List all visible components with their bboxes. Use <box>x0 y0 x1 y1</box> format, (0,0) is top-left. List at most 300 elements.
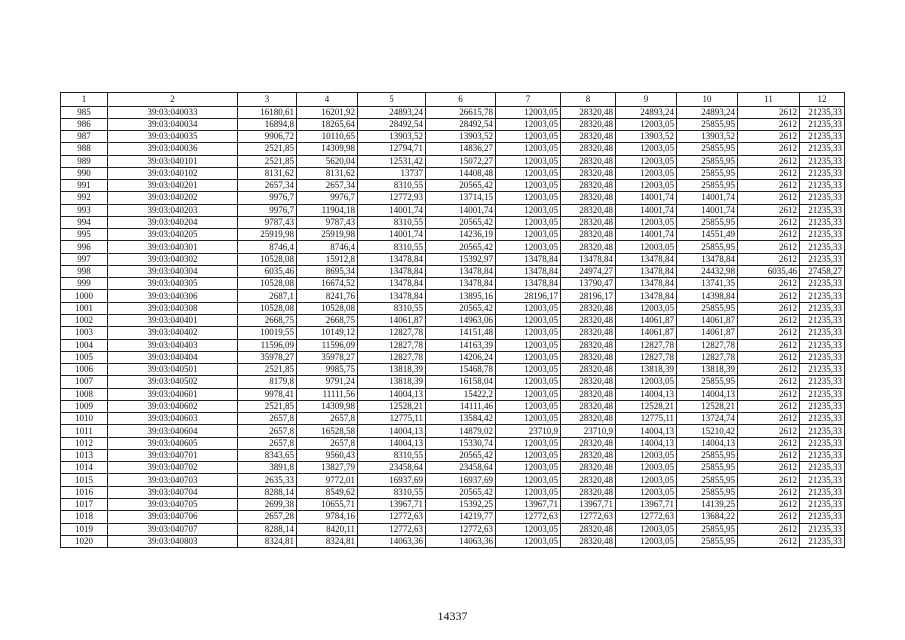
value-cell: 20565,42 <box>426 449 496 461</box>
value-cell: 2612 <box>738 511 800 523</box>
value-cell: 28320,48 <box>561 229 616 241</box>
value-cell: 15912,8 <box>297 253 358 265</box>
column-header: 1 <box>61 93 108 107</box>
value-cell: 20565,42 <box>426 241 496 253</box>
value-cell: 2612 <box>738 462 800 474</box>
value-cell: 10528,08 <box>297 302 358 314</box>
value-cell: 12003,05 <box>616 449 677 461</box>
value-cell: 21235,33 <box>800 400 845 412</box>
cadastral-number-cell: 39:03:040704 <box>108 486 238 498</box>
value-cell: 12003,05 <box>616 143 677 155</box>
value-cell: 2612 <box>738 118 800 130</box>
cadastral-number-cell: 39:03:040036 <box>108 143 238 155</box>
value-cell: 2612 <box>738 278 800 290</box>
row-number-cell: 997 <box>61 253 108 265</box>
value-cell: 12772,63 <box>358 523 426 535</box>
value-cell: 28320,48 <box>561 192 616 204</box>
value-cell: 14309,98 <box>297 400 358 412</box>
table-row <box>61 327 845 339</box>
value-cell: 28320,48 <box>561 118 616 130</box>
value-cell: 12772,63 <box>426 523 496 535</box>
value-cell: 10528,08 <box>238 253 297 265</box>
value-cell: 21235,33 <box>800 339 845 351</box>
value-cell: 8746,4 <box>238 241 297 253</box>
column-header: 11 <box>738 93 800 107</box>
value-cell: 12003,05 <box>496 339 561 351</box>
cadastral-number-cell: 39:03:040203 <box>108 204 238 216</box>
value-cell: 28320,48 <box>561 155 616 167</box>
value-cell: 12003,05 <box>616 180 677 192</box>
value-cell: 12003,05 <box>616 241 677 253</box>
value-cell: 10528,08 <box>238 302 297 314</box>
value-cell: 12003,05 <box>496 523 561 535</box>
table-row <box>61 425 845 437</box>
table-row <box>61 511 845 523</box>
value-cell: 14309,98 <box>297 143 358 155</box>
value-cell: 25919,98 <box>238 229 297 241</box>
value-cell: 8288,14 <box>238 523 297 535</box>
value-cell: 14001,74 <box>677 192 738 204</box>
value-cell: 25855,95 <box>677 302 738 314</box>
cadastral-number-cell: 39:03:040202 <box>108 192 238 204</box>
value-cell: 9978,41 <box>238 388 297 400</box>
value-cell: 28320,48 <box>561 216 616 228</box>
table-row <box>61 118 845 130</box>
value-cell: 13741,35 <box>677 278 738 290</box>
row-number-cell: 1017 <box>61 499 108 511</box>
table-row <box>61 413 845 425</box>
value-cell: 12003,05 <box>496 413 561 425</box>
table-row <box>61 474 845 486</box>
value-cell: 8746,4 <box>297 241 358 253</box>
value-cell: 13818,39 <box>358 364 426 376</box>
value-cell: 9791,24 <box>297 376 358 388</box>
column-header: 6 <box>426 93 496 107</box>
value-cell: 25855,95 <box>677 523 738 535</box>
value-cell: 8288,14 <box>238 486 297 498</box>
value-cell: 12003,05 <box>496 131 561 143</box>
value-cell: 8131,62 <box>238 167 297 179</box>
table-row <box>61 180 845 192</box>
value-cell: 13684,22 <box>677 511 738 523</box>
value-cell: 12003,05 <box>496 167 561 179</box>
value-cell: 2612 <box>738 192 800 204</box>
value-cell: 13903,52 <box>426 131 496 143</box>
table-row <box>61 143 845 155</box>
value-cell: 9976,7 <box>297 192 358 204</box>
cadastral-number-cell: 39:03:040034 <box>108 118 238 130</box>
value-cell: 25855,95 <box>677 180 738 192</box>
cadastral-number-cell: 39:03:040703 <box>108 474 238 486</box>
value-cell: 16180,61 <box>238 106 297 118</box>
value-cell: 14398,84 <box>677 290 738 302</box>
value-cell: 12003,05 <box>496 449 561 461</box>
cadastral-number-cell: 39:03:040304 <box>108 265 238 277</box>
value-cell: 13478,84 <box>616 278 677 290</box>
value-cell: 12003,05 <box>496 486 561 498</box>
value-cell: 8695,34 <box>297 265 358 277</box>
value-cell: 9985,75 <box>297 364 358 376</box>
value-cell: 15468,78 <box>426 364 496 376</box>
value-cell: 11596,09 <box>297 339 358 351</box>
value-cell: 21235,33 <box>800 449 845 461</box>
cadastral-number-cell: 39:03:040033 <box>108 106 238 118</box>
value-cell: 24893,24 <box>358 106 426 118</box>
value-cell: 12772,63 <box>561 511 616 523</box>
value-cell: 28320,48 <box>561 167 616 179</box>
cadastral-number-cell: 39:03:040604 <box>108 425 238 437</box>
value-cell: 28320,48 <box>561 413 616 425</box>
row-number-cell: 1015 <box>61 474 108 486</box>
page-number: 14337 <box>437 609 468 623</box>
cadastral-number-cell: 39:03:040601 <box>108 388 238 400</box>
value-cell: 25855,95 <box>677 143 738 155</box>
value-cell: 14063,36 <box>426 535 496 547</box>
row-number-cell: 1011 <box>61 425 108 437</box>
row-number-cell: 1010 <box>61 413 108 425</box>
cadastral-number-cell: 39:03:040305 <box>108 278 238 290</box>
value-cell: 28320,48 <box>561 523 616 535</box>
table-row <box>61 167 845 179</box>
value-cell: 2612 <box>738 131 800 143</box>
row-number-cell: 994 <box>61 216 108 228</box>
value-cell: 16937,69 <box>358 474 426 486</box>
value-cell: 21235,33 <box>800 364 845 376</box>
value-cell: 12528,21 <box>677 400 738 412</box>
value-cell: 2657,34 <box>238 180 297 192</box>
value-cell: 2612 <box>738 376 800 388</box>
value-cell: 2612 <box>738 216 800 228</box>
value-cell: 13790,47 <box>561 278 616 290</box>
value-cell: 12003,05 <box>496 180 561 192</box>
cadastral-number-cell: 39:03:040201 <box>108 180 238 192</box>
value-cell: 14963,06 <box>426 315 496 327</box>
value-cell: 10528,08 <box>238 278 297 290</box>
value-cell: 28320,48 <box>561 302 616 314</box>
value-cell: 10149,12 <box>297 327 358 339</box>
value-cell: 2612 <box>738 474 800 486</box>
cadastral-number-cell: 39:03:040204 <box>108 216 238 228</box>
value-cell: 21235,33 <box>800 204 845 216</box>
value-cell: 14063,36 <box>358 535 426 547</box>
value-cell: 2521,85 <box>238 143 297 155</box>
value-cell: 2612 <box>738 315 800 327</box>
value-cell: 3891,8 <box>238 462 297 474</box>
value-cell: 8310,55 <box>358 241 426 253</box>
value-cell: 28320,48 <box>561 339 616 351</box>
value-cell: 16158,04 <box>426 376 496 388</box>
value-cell: 8310,55 <box>358 449 426 461</box>
value-cell: 12003,05 <box>616 474 677 486</box>
row-number-cell: 1019 <box>61 523 108 535</box>
table-row <box>61 290 845 302</box>
value-cell: 12003,05 <box>496 327 561 339</box>
value-cell: 27458,27 <box>800 265 845 277</box>
value-cell: 8549,62 <box>297 486 358 498</box>
row-number-cell: 985 <box>61 106 108 118</box>
value-cell: 12775,11 <box>358 413 426 425</box>
cadastral-number-cell: 39:03:040308 <box>108 302 238 314</box>
cadastral-number-cell: 39:03:040306 <box>108 290 238 302</box>
value-cell: 2521,85 <box>238 155 297 167</box>
value-cell: 21235,33 <box>800 229 845 241</box>
value-cell: 21235,33 <box>800 131 845 143</box>
value-cell: 12772,63 <box>616 511 677 523</box>
value-cell: 13967,71 <box>561 499 616 511</box>
value-cell: 12003,05 <box>496 143 561 155</box>
value-cell: 13478,84 <box>358 265 426 277</box>
row-number-cell: 996 <box>61 241 108 253</box>
cadastral-number-cell: 39:03:040404 <box>108 351 238 363</box>
value-cell: 2612 <box>738 499 800 511</box>
row-number-cell: 986 <box>61 118 108 130</box>
table-row <box>61 364 845 376</box>
value-cell: 2612 <box>738 535 800 547</box>
value-cell: 13584,42 <box>426 413 496 425</box>
value-cell: 25919,98 <box>297 229 358 241</box>
row-number-cell: 999 <box>61 278 108 290</box>
value-cell: 12003,05 <box>616 462 677 474</box>
value-cell: 13967,71 <box>616 499 677 511</box>
value-cell: 21235,33 <box>800 499 845 511</box>
value-cell: 2687,1 <box>238 290 297 302</box>
value-cell: 13903,52 <box>677 131 738 143</box>
value-cell: 25855,95 <box>677 376 738 388</box>
value-cell: 8310,55 <box>358 302 426 314</box>
value-cell: 6035,46 <box>238 265 297 277</box>
value-cell: 2612 <box>738 204 800 216</box>
table-row <box>61 499 845 511</box>
value-cell: 28492,54 <box>358 118 426 130</box>
value-cell: 35978,27 <box>238 351 297 363</box>
value-cell: 28320,48 <box>561 449 616 461</box>
value-cell: 28320,48 <box>561 364 616 376</box>
value-cell: 12003,05 <box>496 192 561 204</box>
value-cell: 21235,33 <box>800 143 845 155</box>
value-cell: 14001,74 <box>616 192 677 204</box>
value-cell: 21235,33 <box>800 180 845 192</box>
value-cell: 2612 <box>738 437 800 449</box>
row-number-cell: 998 <box>61 265 108 277</box>
value-cell: 28196,17 <box>496 290 561 302</box>
cadastral-number-cell: 39:03:040803 <box>108 535 238 547</box>
value-cell: 28320,48 <box>561 315 616 327</box>
cadastral-number-cell: 39:03:040102 <box>108 167 238 179</box>
value-cell: 12827,78 <box>358 327 426 339</box>
cadastral-number-cell: 39:03:040705 <box>108 499 238 511</box>
value-cell: 2612 <box>738 143 800 155</box>
value-cell: 13478,84 <box>616 253 677 265</box>
value-cell: 8420,11 <box>297 523 358 535</box>
value-cell: 11596,09 <box>238 339 297 351</box>
column-header: 10 <box>677 93 738 107</box>
value-cell: 15422,2 <box>426 388 496 400</box>
row-number-cell: 993 <box>61 204 108 216</box>
value-cell: 12003,05 <box>496 388 561 400</box>
row-number-cell: 1018 <box>61 511 108 523</box>
value-cell: 11111,56 <box>297 388 358 400</box>
value-cell: 25855,95 <box>677 167 738 179</box>
table-row <box>61 216 845 228</box>
column-header: 3 <box>238 93 297 107</box>
value-cell: 14061,87 <box>616 327 677 339</box>
value-cell: 14163,39 <box>426 339 496 351</box>
value-cell: 13478,84 <box>496 278 561 290</box>
value-cell: 12794,71 <box>358 143 426 155</box>
value-cell: 28320,48 <box>561 143 616 155</box>
value-cell: 14004,13 <box>677 437 738 449</box>
value-cell: 12003,05 <box>496 216 561 228</box>
value-cell: 13478,84 <box>496 253 561 265</box>
cadastral-number-cell: 39:03:040701 <box>108 449 238 461</box>
value-cell: 11904,18 <box>297 204 358 216</box>
column-header: 9 <box>616 93 677 107</box>
table-row <box>61 437 845 449</box>
cadastral-number-cell: 39:03:040302 <box>108 253 238 265</box>
value-cell: 9906,72 <box>238 131 297 143</box>
value-cell: 2612 <box>738 351 800 363</box>
value-cell: 21235,33 <box>800 278 845 290</box>
value-cell: 13818,39 <box>677 364 738 376</box>
value-cell: 12003,05 <box>616 376 677 388</box>
value-cell: 12003,05 <box>616 302 677 314</box>
value-cell: 2612 <box>738 253 800 265</box>
value-cell: 21235,33 <box>800 167 845 179</box>
value-cell: 14219,77 <box>426 511 496 523</box>
column-header: 12 <box>800 93 845 107</box>
value-cell: 14004,13 <box>616 437 677 449</box>
value-cell: 14151,48 <box>426 327 496 339</box>
value-cell: 16674,52 <box>297 278 358 290</box>
value-cell: 12827,78 <box>677 351 738 363</box>
value-cell: 14408,48 <box>426 167 496 179</box>
value-cell: 14004,13 <box>358 437 426 449</box>
value-cell: 21235,33 <box>800 376 845 388</box>
value-cell: 8343,65 <box>238 449 297 461</box>
value-cell: 12772,93 <box>358 192 426 204</box>
row-number-cell: 1000 <box>61 290 108 302</box>
value-cell: 8310,55 <box>358 486 426 498</box>
value-cell: 21235,33 <box>800 327 845 339</box>
value-cell: 9976,7 <box>238 192 297 204</box>
row-number-cell: 1002 <box>61 315 108 327</box>
value-cell: 12003,05 <box>616 216 677 228</box>
table-row <box>61 155 845 167</box>
value-cell: 21235,33 <box>800 388 845 400</box>
value-cell: 12827,78 <box>616 339 677 351</box>
row-number-cell: 1014 <box>61 462 108 474</box>
value-cell: 13478,84 <box>426 265 496 277</box>
row-number-cell: 990 <box>61 167 108 179</box>
value-cell: 20565,42 <box>426 302 496 314</box>
value-cell: 2612 <box>738 155 800 167</box>
cadastral-number-cell: 39:03:040035 <box>108 131 238 143</box>
value-cell: 14001,74 <box>358 204 426 216</box>
value-cell: 28320,48 <box>561 486 616 498</box>
value-cell: 14001,74 <box>616 204 677 216</box>
value-cell: 13967,71 <box>496 499 561 511</box>
table-row <box>61 449 845 461</box>
row-number-cell: 1007 <box>61 376 108 388</box>
value-cell: 2612 <box>738 486 800 498</box>
value-cell: 12003,05 <box>496 376 561 388</box>
value-cell: 20565,42 <box>426 486 496 498</box>
value-cell: 13818,39 <box>616 364 677 376</box>
column-header: 2 <box>108 93 238 107</box>
value-cell: 26615,78 <box>426 106 496 118</box>
value-cell: 14061,87 <box>358 315 426 327</box>
value-cell: 15392,97 <box>426 253 496 265</box>
value-cell: 8324,81 <box>238 535 297 547</box>
value-cell: 21235,33 <box>800 290 845 302</box>
table-header-row <box>61 93 845 107</box>
value-cell: 16528,58 <box>297 425 358 437</box>
value-cell: 24893,24 <box>677 106 738 118</box>
row-number-cell: 1005 <box>61 351 108 363</box>
value-cell: 14879,02 <box>426 425 496 437</box>
value-cell: 21235,33 <box>800 523 845 535</box>
value-cell: 14836,27 <box>426 143 496 155</box>
value-cell: 12827,78 <box>358 339 426 351</box>
value-cell: 14236,19 <box>426 229 496 241</box>
value-cell: 14001,74 <box>358 229 426 241</box>
value-cell: 12003,05 <box>496 462 561 474</box>
value-cell: 14111,46 <box>426 400 496 412</box>
value-cell: 8324,81 <box>297 535 358 547</box>
value-cell: 12003,05 <box>496 437 561 449</box>
row-number-cell: 1004 <box>61 339 108 351</box>
value-cell: 12003,05 <box>496 204 561 216</box>
row-number-cell: 1008 <box>61 388 108 400</box>
row-number-cell: 988 <box>61 143 108 155</box>
table-row <box>61 265 845 277</box>
value-cell: 9787,43 <box>297 216 358 228</box>
cadastral-number-cell: 39:03:040702 <box>108 462 238 474</box>
value-cell: 28320,48 <box>561 535 616 547</box>
value-cell: 2612 <box>738 229 800 241</box>
table-row <box>61 351 845 363</box>
value-cell: 25855,95 <box>677 535 738 547</box>
table-row <box>61 535 845 547</box>
cadastral-number-cell: 39:03:040605 <box>108 437 238 449</box>
value-cell: 8179,8 <box>238 376 297 388</box>
value-cell: 2612 <box>738 241 800 253</box>
value-cell: 25855,95 <box>677 486 738 498</box>
value-cell: 35978,27 <box>297 351 358 363</box>
value-cell: 28320,48 <box>561 241 616 253</box>
value-cell: 20565,42 <box>426 180 496 192</box>
value-cell: 12772,63 <box>496 511 561 523</box>
value-cell: 21235,33 <box>800 253 845 265</box>
value-cell: 2612 <box>738 327 800 339</box>
table-row <box>61 229 845 241</box>
row-number-cell: 995 <box>61 229 108 241</box>
value-cell: 23710,9 <box>496 425 561 437</box>
value-cell: 12531,42 <box>358 155 426 167</box>
value-cell: 14004,13 <box>358 425 426 437</box>
value-cell: 12003,05 <box>496 106 561 118</box>
cadastral-number-cell: 39:03:040501 <box>108 364 238 376</box>
value-cell: 12528,21 <box>616 400 677 412</box>
value-cell: 12003,05 <box>496 364 561 376</box>
value-cell: 13895,16 <box>426 290 496 302</box>
value-cell: 9560,43 <box>297 449 358 461</box>
value-cell: 2657,34 <box>297 180 358 192</box>
value-cell: 28320,48 <box>561 474 616 486</box>
value-cell: 14206,24 <box>426 351 496 363</box>
value-cell: 12003,05 <box>616 486 677 498</box>
value-cell: 28320,48 <box>561 131 616 143</box>
